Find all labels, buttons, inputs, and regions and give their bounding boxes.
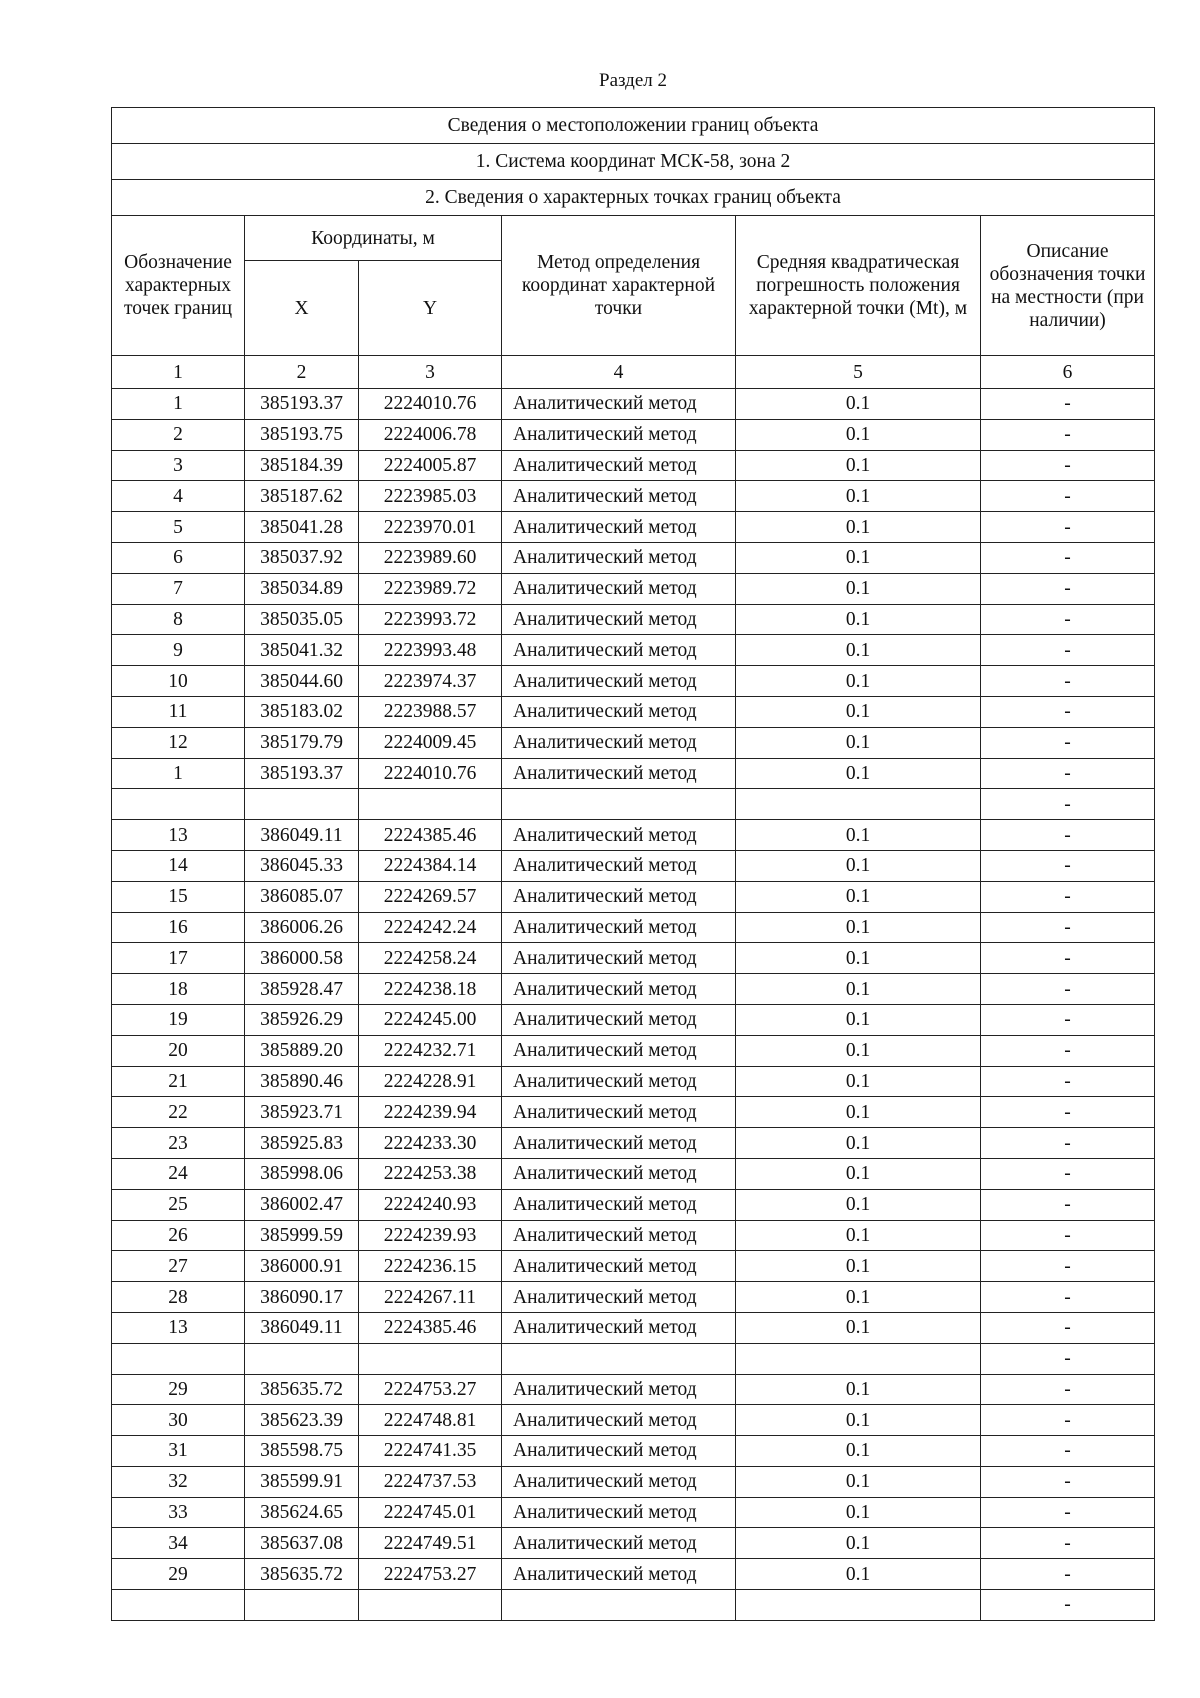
accuracy-cell: 0.1: [736, 881, 981, 912]
accuracy-cell: 0.1: [736, 727, 981, 758]
header-y: Y: [359, 261, 502, 356]
description-cell: -: [981, 481, 1155, 512]
method-cell: Аналитический метод: [502, 1128, 736, 1159]
description-cell: -: [981, 1466, 1155, 1497]
y-coordinate-cell: 2223970.01: [359, 512, 502, 543]
x-coordinate-cell: 386006.26: [245, 912, 359, 943]
description-cell: -: [981, 1097, 1155, 1128]
x-coordinate-cell: 385037.92: [245, 542, 359, 573]
accuracy-cell: 0.1: [736, 1251, 981, 1282]
accuracy-cell: 0.1: [736, 1220, 981, 1251]
description-cell: -: [981, 1559, 1155, 1590]
y-coordinate-cell: 2224005.87: [359, 450, 502, 481]
accuracy-cell: 0.1: [736, 1559, 981, 1590]
accuracy-cell: 0.1: [736, 1282, 981, 1313]
x-coordinate-cell: 385183.02: [245, 696, 359, 727]
method-cell: Аналитический метод: [502, 1559, 736, 1590]
method-cell: Аналитический метод: [502, 389, 736, 420]
point-number-cell: 16: [112, 912, 245, 943]
description-cell: -: [981, 881, 1155, 912]
accuracy-cell: 0.1: [736, 1128, 981, 1159]
table-row: [112, 727, 1155, 758]
point-number-cell: 31: [112, 1436, 245, 1467]
method-cell: Аналитический метод: [502, 696, 736, 727]
y-coordinate-cell: 2224239.93: [359, 1220, 502, 1251]
x-coordinate-cell: 385926.29: [245, 1004, 359, 1035]
point-number-cell: 5: [112, 512, 245, 543]
table-row: [112, 1282, 1155, 1313]
method-cell: Аналитический метод: [502, 1374, 736, 1405]
description-cell: -: [981, 758, 1155, 789]
y-coordinate-cell: 2223988.57: [359, 696, 502, 727]
description-cell: -: [981, 850, 1155, 881]
y-coordinate-cell: 2224753.27: [359, 1374, 502, 1405]
x-coordinate-cell: 386090.17: [245, 1282, 359, 1313]
x-coordinate-cell: [245, 1590, 359, 1621]
accuracy-cell: 0.1: [736, 1436, 981, 1467]
section-title: Раздел 2: [599, 70, 667, 91]
description-cell: -: [981, 696, 1155, 727]
description-cell: -: [981, 1004, 1155, 1035]
point-number-cell: [112, 1590, 245, 1621]
description-cell: -: [981, 1035, 1155, 1066]
y-coordinate-cell: 2224741.35: [359, 1436, 502, 1467]
table-row: [112, 419, 1155, 450]
description-cell: -: [981, 512, 1155, 543]
table-row: [112, 1128, 1155, 1159]
header-accuracy: Средняя квадратическая погрешность положения характерной точки (Mt), м: [736, 216, 981, 356]
accuracy-cell: 0.1: [736, 419, 981, 450]
x-coordinate-cell: 386049.11: [245, 1312, 359, 1343]
x-coordinate-cell: 385635.72: [245, 1559, 359, 1590]
method-cell: Аналитический метод: [502, 1066, 736, 1097]
y-coordinate-cell: 2223985.03: [359, 481, 502, 512]
method-cell: Аналитический метод: [502, 666, 736, 697]
y-coordinate-cell: 2224267.11: [359, 1282, 502, 1313]
method-cell: Аналитический метод: [502, 450, 736, 481]
table-row: [112, 1590, 1155, 1621]
table-row: [112, 943, 1155, 974]
method-cell: Аналитический метод: [502, 758, 736, 789]
description-cell: -: [981, 1128, 1155, 1159]
description-cell: -: [981, 573, 1155, 604]
y-coordinate-cell: 2224238.18: [359, 974, 502, 1005]
column-number: 6: [981, 356, 1155, 389]
x-coordinate-cell: 385193.75: [245, 419, 359, 450]
y-coordinate-cell: 2224245.00: [359, 1004, 502, 1035]
accuracy-cell: 0.1: [736, 1374, 981, 1405]
description-cell: -: [981, 1189, 1155, 1220]
table-row: [112, 1374, 1155, 1405]
x-coordinate-cell: 385928.47: [245, 974, 359, 1005]
description-cell: -: [981, 1251, 1155, 1282]
accuracy-cell: 0.1: [736, 604, 981, 635]
point-number-cell: 24: [112, 1158, 245, 1189]
table-title: Сведения о местоположении границ объекта: [112, 108, 1155, 144]
table-row: [112, 1559, 1155, 1590]
table-row: [112, 820, 1155, 851]
method-cell: Аналитический метод: [502, 481, 736, 512]
description-cell: -: [981, 1066, 1155, 1097]
description-cell: -: [981, 1436, 1155, 1467]
accuracy-cell: 0.1: [736, 696, 981, 727]
table-row: [112, 1097, 1155, 1128]
y-coordinate-cell: 2224737.53: [359, 1466, 502, 1497]
boundary-points-table: [111, 107, 1155, 1621]
description-cell: -: [981, 1282, 1155, 1313]
table-row: [112, 1220, 1155, 1251]
description-cell: -: [981, 450, 1155, 481]
accuracy-cell: 0.1: [736, 758, 981, 789]
table-row: [112, 789, 1155, 820]
accuracy-cell: [736, 1590, 981, 1621]
point-number-cell: 34: [112, 1528, 245, 1559]
table-row: [112, 635, 1155, 666]
y-coordinate-cell: 2224010.76: [359, 758, 502, 789]
y-coordinate-cell: 2224385.46: [359, 1312, 502, 1343]
column-number: 1: [112, 356, 245, 389]
method-cell: Аналитический метод: [502, 542, 736, 573]
header-x: X: [245, 261, 359, 356]
x-coordinate-cell: 385184.39: [245, 450, 359, 481]
header-point: Обозначение характерных точек границ: [112, 216, 245, 356]
point-number-cell: 20: [112, 1035, 245, 1066]
accuracy-cell: 0.1: [736, 481, 981, 512]
table-subtitle: 2. Сведения о характерных точках границ объекта: [112, 180, 1155, 216]
point-number-cell: [112, 789, 245, 820]
point-number-cell: 14: [112, 850, 245, 881]
y-coordinate-cell: 2223993.48: [359, 635, 502, 666]
accuracy-cell: 0.1: [736, 974, 981, 1005]
accuracy-cell: 0.1: [736, 1097, 981, 1128]
table-row: [112, 450, 1155, 481]
point-number-cell: 15: [112, 881, 245, 912]
description-cell: -: [981, 542, 1155, 573]
accuracy-cell: 0.1: [736, 820, 981, 851]
y-coordinate-cell: 2224006.78: [359, 419, 502, 450]
x-coordinate-cell: [245, 789, 359, 820]
method-cell: Аналитический метод: [502, 1405, 736, 1436]
table-row: [112, 604, 1155, 635]
point-number-cell: 9: [112, 635, 245, 666]
x-coordinate-cell: 385599.91: [245, 1466, 359, 1497]
point-number-cell: 8: [112, 604, 245, 635]
accuracy-cell: 0.1: [736, 666, 981, 697]
point-number-cell: 12: [112, 727, 245, 758]
x-coordinate-cell: 386045.33: [245, 850, 359, 881]
accuracy-cell: 0.1: [736, 1528, 981, 1559]
x-coordinate-cell: 385044.60: [245, 666, 359, 697]
description-cell: -: [981, 820, 1155, 851]
x-coordinate-cell: 385637.08: [245, 1528, 359, 1559]
y-coordinate-cell: 2224228.91: [359, 1066, 502, 1097]
description-cell: -: [981, 1343, 1155, 1374]
table-row: [112, 389, 1155, 420]
accuracy-cell: 0.1: [736, 389, 981, 420]
method-cell: Аналитический метод: [502, 912, 736, 943]
point-number-cell: 13: [112, 820, 245, 851]
point-number-cell: 32: [112, 1466, 245, 1497]
point-number-cell: 30: [112, 1405, 245, 1436]
x-coordinate-cell: 386000.58: [245, 943, 359, 974]
method-cell: Аналитический метод: [502, 1497, 736, 1528]
y-coordinate-cell: 2224242.24: [359, 912, 502, 943]
table-row: [112, 1189, 1155, 1220]
point-number-cell: 28: [112, 1282, 245, 1313]
point-number-cell: 22: [112, 1097, 245, 1128]
y-coordinate-cell: 2224753.27: [359, 1559, 502, 1590]
y-coordinate-cell: [359, 789, 502, 820]
accuracy-cell: 0.1: [736, 1189, 981, 1220]
point-number-cell: 19: [112, 1004, 245, 1035]
description-cell: -: [981, 604, 1155, 635]
table-row: [112, 758, 1155, 789]
method-cell: Аналитический метод: [502, 1282, 736, 1313]
table-row: [112, 666, 1155, 697]
method-cell: Аналитический метод: [502, 881, 736, 912]
description-cell: -: [981, 1528, 1155, 1559]
x-coordinate-cell: [245, 1343, 359, 1374]
x-coordinate-cell: 385041.32: [245, 635, 359, 666]
table-row: [112, 1436, 1155, 1467]
method-cell: Аналитический метод: [502, 1436, 736, 1467]
x-coordinate-cell: 385999.59: [245, 1220, 359, 1251]
x-coordinate-cell: 385035.05: [245, 604, 359, 635]
table-row: [112, 1158, 1155, 1189]
method-cell: Аналитический метод: [502, 1097, 736, 1128]
y-coordinate-cell: 2224258.24: [359, 943, 502, 974]
table-row: [112, 1004, 1155, 1035]
accuracy-cell: 0.1: [736, 635, 981, 666]
x-coordinate-cell: 385635.72: [245, 1374, 359, 1405]
method-cell: Аналитический метод: [502, 419, 736, 450]
accuracy-cell: 0.1: [736, 1466, 981, 1497]
table-row: [112, 1405, 1155, 1436]
table-row: [112, 850, 1155, 881]
y-coordinate-cell: 2224240.93: [359, 1189, 502, 1220]
y-coordinate-cell: [359, 1343, 502, 1374]
accuracy-cell: 0.1: [736, 1066, 981, 1097]
accuracy-cell: 0.1: [736, 573, 981, 604]
accuracy-cell: 0.1: [736, 912, 981, 943]
y-coordinate-cell: 2224233.30: [359, 1128, 502, 1159]
method-cell: [502, 789, 736, 820]
x-coordinate-cell: 385187.62: [245, 481, 359, 512]
table-row: [112, 1251, 1155, 1282]
point-number-cell: 7: [112, 573, 245, 604]
method-cell: Аналитический метод: [502, 573, 736, 604]
x-coordinate-cell: 385193.37: [245, 389, 359, 420]
description-cell: -: [981, 1405, 1155, 1436]
y-coordinate-cell: 2223989.60: [359, 542, 502, 573]
table-row: [112, 573, 1155, 604]
x-coordinate-cell: 386000.91: [245, 1251, 359, 1282]
description-cell: -: [981, 419, 1155, 450]
description-cell: -: [981, 727, 1155, 758]
table-row: [112, 512, 1155, 543]
accuracy-cell: 0.1: [736, 1497, 981, 1528]
description-cell: -: [981, 1590, 1155, 1621]
point-number-cell: 2: [112, 419, 245, 450]
x-coordinate-cell: 386002.47: [245, 1189, 359, 1220]
point-number-cell: 1: [112, 389, 245, 420]
accuracy-cell: 0.1: [736, 1004, 981, 1035]
point-number-cell: 23: [112, 1128, 245, 1159]
description-cell: -: [981, 1312, 1155, 1343]
description-cell: -: [981, 974, 1155, 1005]
accuracy-cell: 0.1: [736, 450, 981, 481]
method-cell: Аналитический метод: [502, 1189, 736, 1220]
point-number-cell: 1: [112, 758, 245, 789]
method-cell: Аналитический метод: [502, 1158, 736, 1189]
y-coordinate-cell: 2224269.57: [359, 881, 502, 912]
x-coordinate-cell: 385923.71: [245, 1097, 359, 1128]
method-cell: Аналитический метод: [502, 1004, 736, 1035]
method-cell: Аналитический метод: [502, 1251, 736, 1282]
description-cell: -: [981, 789, 1155, 820]
table-row: [112, 1066, 1155, 1097]
point-number-cell: 33: [112, 1497, 245, 1528]
header-method: Метод определения координат характерной точки: [502, 216, 736, 356]
column-numbers-row: [112, 356, 1155, 389]
y-coordinate-cell: 2224253.38: [359, 1158, 502, 1189]
method-cell: Аналитический метод: [502, 512, 736, 543]
x-coordinate-cell: 385624.65: [245, 1497, 359, 1528]
point-number-cell: 27: [112, 1251, 245, 1282]
table-row: [112, 542, 1155, 573]
method-cell: Аналитический метод: [502, 1466, 736, 1497]
accuracy-cell: [736, 1343, 981, 1374]
accuracy-cell: 0.1: [736, 1035, 981, 1066]
table-row: [112, 1528, 1155, 1559]
description-cell: -: [981, 912, 1155, 943]
point-number-cell: 6: [112, 542, 245, 573]
accuracy-cell: 0.1: [736, 1405, 981, 1436]
method-cell: Аналитический метод: [502, 604, 736, 635]
method-cell: Аналитический метод: [502, 727, 736, 758]
method-cell: Аналитический метод: [502, 1035, 736, 1066]
description-cell: -: [981, 1497, 1155, 1528]
table-row: [112, 1497, 1155, 1528]
description-cell: -: [981, 1374, 1155, 1405]
point-number-cell: 10: [112, 666, 245, 697]
accuracy-cell: 0.1: [736, 1312, 981, 1343]
method-cell: Аналитический метод: [502, 850, 736, 881]
y-coordinate-cell: 2224009.45: [359, 727, 502, 758]
x-coordinate-cell: 385193.37: [245, 758, 359, 789]
point-number-cell: [112, 1343, 245, 1374]
table-row: [112, 1343, 1155, 1374]
x-coordinate-cell: 385041.28: [245, 512, 359, 543]
method-cell: Аналитический метод: [502, 820, 736, 851]
method-cell: Аналитический метод: [502, 1312, 736, 1343]
accuracy-cell: 0.1: [736, 850, 981, 881]
header-description: Описание обозначения точки на местности (при наличии): [981, 216, 1155, 356]
point-number-cell: 29: [112, 1559, 245, 1590]
y-coordinate-cell: [359, 1590, 502, 1621]
description-cell: -: [981, 943, 1155, 974]
table-row: [112, 1312, 1155, 1343]
table-row: [112, 481, 1155, 512]
accuracy-cell: 0.1: [736, 542, 981, 573]
point-number-cell: 13: [112, 1312, 245, 1343]
y-coordinate-cell: 2224010.76: [359, 389, 502, 420]
point-number-cell: 11: [112, 696, 245, 727]
point-number-cell: 25: [112, 1189, 245, 1220]
table-row: [112, 974, 1155, 1005]
method-cell: Аналитический метод: [502, 1220, 736, 1251]
y-coordinate-cell: 2224748.81: [359, 1405, 502, 1436]
table-row: [112, 881, 1155, 912]
point-number-cell: 21: [112, 1066, 245, 1097]
table-row: [112, 1466, 1155, 1497]
column-number: 3: [359, 356, 502, 389]
x-coordinate-cell: 385179.79: [245, 727, 359, 758]
point-number-cell: 4: [112, 481, 245, 512]
y-coordinate-cell: 2224239.94: [359, 1097, 502, 1128]
y-coordinate-cell: 2224745.01: [359, 1497, 502, 1528]
x-coordinate-cell: 385889.20: [245, 1035, 359, 1066]
method-cell: [502, 1343, 736, 1374]
accuracy-cell: 0.1: [736, 943, 981, 974]
point-number-cell: 18: [112, 974, 245, 1005]
point-number-cell: 26: [112, 1220, 245, 1251]
accuracy-cell: [736, 789, 981, 820]
y-coordinate-cell: 2224749.51: [359, 1528, 502, 1559]
y-coordinate-cell: 2223974.37: [359, 666, 502, 697]
x-coordinate-cell: 386049.11: [245, 820, 359, 851]
y-coordinate-cell: 2224236.15: [359, 1251, 502, 1282]
column-number: 4: [502, 356, 736, 389]
point-number-cell: 17: [112, 943, 245, 974]
y-coordinate-cell: 2223989.72: [359, 573, 502, 604]
accuracy-cell: 0.1: [736, 1158, 981, 1189]
point-number-cell: 29: [112, 1374, 245, 1405]
description-cell: -: [981, 1220, 1155, 1251]
y-coordinate-cell: 2224385.46: [359, 820, 502, 851]
x-coordinate-cell: 385034.89: [245, 573, 359, 604]
x-coordinate-cell: 385890.46: [245, 1066, 359, 1097]
header-coordinates: Координаты, м: [245, 216, 502, 261]
y-coordinate-cell: 2223993.72: [359, 604, 502, 635]
column-number: 5: [736, 356, 981, 389]
y-coordinate-cell: 2224384.14: [359, 850, 502, 881]
x-coordinate-cell: 385598.75: [245, 1436, 359, 1467]
column-number: 2: [245, 356, 359, 389]
x-coordinate-cell: 385925.83: [245, 1128, 359, 1159]
x-coordinate-cell: 385623.39: [245, 1405, 359, 1436]
x-coordinate-cell: 385998.06: [245, 1158, 359, 1189]
description-cell: -: [981, 389, 1155, 420]
accuracy-cell: 0.1: [736, 512, 981, 543]
coordinate-system: 1. Система координат МСК-58, зона 2: [112, 144, 1155, 180]
description-cell: -: [981, 1158, 1155, 1189]
method-cell: Аналитический метод: [502, 635, 736, 666]
method-cell: Аналитический метод: [502, 974, 736, 1005]
table-row: [112, 912, 1155, 943]
point-number-cell: 3: [112, 450, 245, 481]
description-cell: -: [981, 666, 1155, 697]
y-coordinate-cell: 2224232.71: [359, 1035, 502, 1066]
x-coordinate-cell: 386085.07: [245, 881, 359, 912]
method-cell: Аналитический метод: [502, 943, 736, 974]
method-cell: Аналитический метод: [502, 1528, 736, 1559]
table-row: [112, 696, 1155, 727]
description-cell: -: [981, 635, 1155, 666]
table-row: [112, 1035, 1155, 1066]
method-cell: [502, 1590, 736, 1621]
